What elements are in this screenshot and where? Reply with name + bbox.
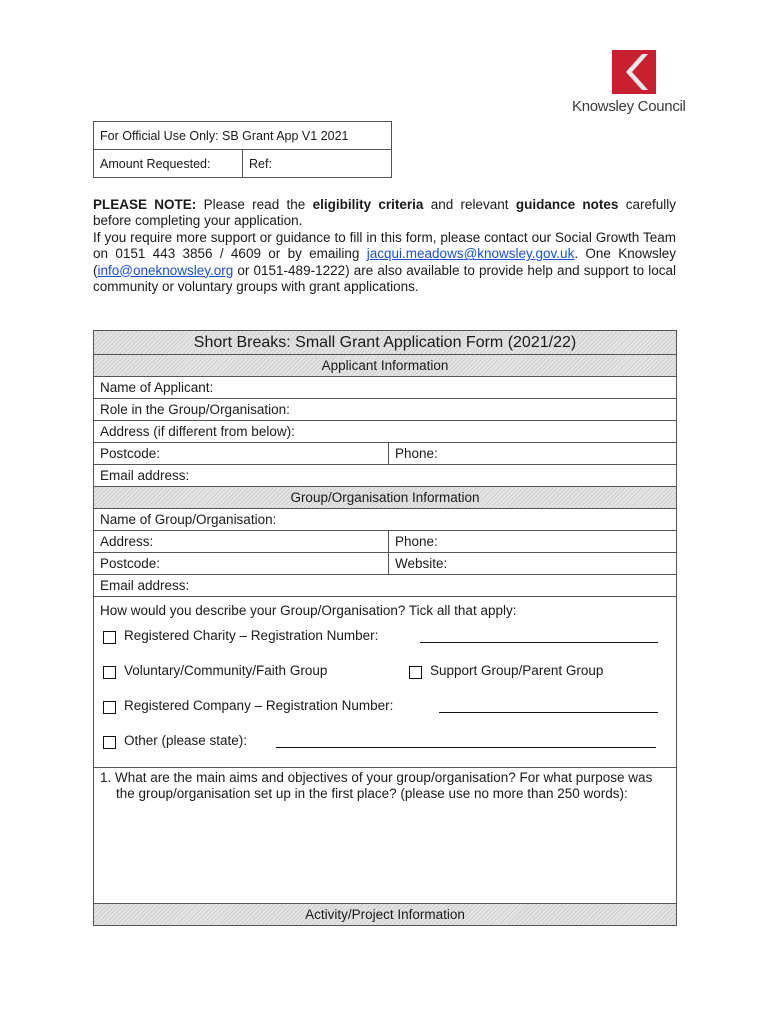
voluntary-checkbox[interactable] — [103, 666, 116, 679]
group-type-section — [94, 597, 677, 768]
applicant-address-field[interactable]: Address (if different from below): — [94, 421, 677, 443]
other-label: Other (please state): — [124, 732, 248, 748]
activity-section-header: Activity/Project Information — [94, 904, 677, 926]
council-logo-icon — [612, 50, 656, 94]
official-use-table — [93, 121, 392, 178]
group-address-field[interactable]: Address: — [94, 531, 389, 553]
note-bold-label: PLEASE NOTE: — [93, 197, 197, 212]
charity-option — [100, 624, 670, 659]
knowsley-council-logo — [568, 50, 698, 120]
company-number-blank[interactable] — [439, 712, 658, 713]
guidance-notes-text: guidance notes — [515, 197, 619, 212]
voluntary-label: Voluntary/Community/Faith Group — [124, 662, 328, 678]
group-section-header: Group/Organisation Information — [94, 487, 677, 509]
question-text: What are the main aims and objectives of your group/organisation? For what purpose was the group/organisation set up in the first place? (please use no more than 250 words): — [115, 770, 653, 801]
group-type-question: How would you describe your Group/Organisation? Tick all that apply: — [100, 602, 517, 618]
group-email-field[interactable]: Email address: — [94, 575, 677, 597]
applicant-email-field[interactable]: Email address: — [94, 465, 677, 487]
form-title: Short Breaks: Small Grant Application Form (2021/22) — [94, 331, 677, 355]
support-group-checkbox[interactable] — [409, 666, 422, 679]
applicant-phone-field[interactable]: Phone: — [389, 443, 677, 465]
note-text: carefully before completing your application. — [93, 197, 676, 229]
note-text: If you require more support or guidance to fill in this form, please contact our Social Growth Team on 0151 443 3856 / 4609 or by emailing — [93, 229, 676, 262]
note-paragraph-1 — [93, 197, 676, 230]
charity-number-blank[interactable] — [420, 642, 658, 643]
note-text: . One Knowsley ( — [93, 246, 677, 278]
group-phone-field[interactable]: Phone: — [389, 531, 677, 553]
group-postcode-field[interactable]: Postcode: — [94, 553, 389, 575]
group-name-field[interactable]: Name of Group/Organisation: — [94, 509, 677, 531]
logo-text: Knowsley Council — [572, 98, 686, 115]
charity-label: Registered Charity – Registration Number: — [124, 627, 379, 643]
email-link-jacqui[interactable]: jacqui.meadows@knowsley.gov.uk — [366, 246, 575, 262]
please-note — [93, 197, 676, 295]
note-text: and relevant — [423, 197, 516, 212]
note-text: or 0151-489-1222) are also available to provide help and support to local community or voluntary groups with grant applications. — [93, 262, 676, 295]
official-use-header: For Official Use Only: SB Grant App V1 2021 — [94, 122, 392, 150]
applicant-postcode-field[interactable]: Postcode: — [94, 443, 389, 465]
applicant-name-field[interactable]: Name of Applicant: — [94, 377, 677, 399]
company-option — [100, 694, 670, 729]
note-text: Please read the — [196, 197, 313, 212]
ref-field[interactable]: Ref: — [243, 150, 392, 178]
eligibility-criteria-text: eligibility criteria — [312, 197, 424, 212]
question-1-field[interactable] — [94, 768, 677, 904]
charity-checkbox[interactable] — [103, 631, 116, 644]
group-website-field[interactable]: Website: — [389, 553, 677, 575]
support-group-label: Support Group/Parent Group — [430, 662, 604, 678]
company-label: Registered Company – Registration Number: — [124, 697, 394, 713]
amount-requested-field[interactable]: Amount Requested: — [94, 150, 243, 178]
question-number: 1. — [100, 770, 112, 785]
email-link-oneknowsley[interactable]: info@oneknowsley.org — [97, 262, 234, 278]
other-checkbox[interactable] — [103, 736, 116, 749]
applicant-role-field[interactable]: Role in the Group/Organisation: — [94, 399, 677, 421]
company-checkbox[interactable] — [103, 701, 116, 714]
note-paragraph-2 — [93, 230, 676, 296]
question-1-text — [100, 770, 670, 802]
applicant-section-header: Applicant Information — [94, 355, 677, 377]
voluntary-support-options — [100, 659, 670, 694]
other-option — [100, 729, 670, 764]
other-state-blank[interactable] — [276, 747, 656, 748]
application-form — [93, 330, 677, 926]
